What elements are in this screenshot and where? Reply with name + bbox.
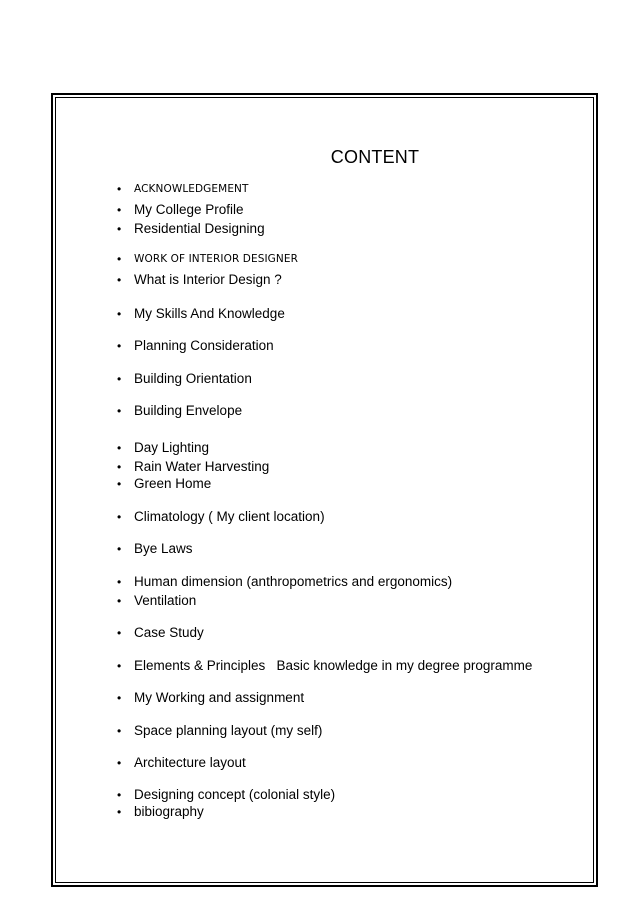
bullet-icon [117,370,127,388]
list-item-label: Rain Water Harvesting [134,459,270,474]
list-item-label: Elements & Principles Basic knowledge in my degree programme [134,658,533,673]
list-item-label: Residential Designing [134,221,265,236]
bullet-icon [117,201,127,219]
list-item-label: Day Lighting [134,440,210,455]
list-item-label: My Skills And Knowledge [134,306,285,321]
bullet-icon [117,722,127,740]
bullet-icon [117,475,127,493]
bullet-icon [117,508,127,526]
bullet-icon [117,337,127,355]
list-item-label: Climatology ( My client location) [134,509,325,524]
bullet-icon [117,657,127,675]
list-item-label: Building Envelope [134,403,243,418]
list-item-label: WORK OF INTERIOR DESIGNER [134,253,298,265]
bullet-icon [117,220,127,238]
list-item-label: My Working and assignment [134,690,305,705]
list-item-label: Human dimension (anthropometrics and ergonomics) [134,574,453,589]
bullet-icon [117,592,127,610]
list-item-label: My College Profile [134,202,244,217]
page-title: CONTENT [330,147,420,167]
list-item-label: Designing concept (colonial style) [134,787,336,802]
bullet-icon [117,402,127,420]
list-item-label: Planning Consideration [134,338,274,353]
bullet-icon [117,271,127,289]
list-item-label: Case Study [134,625,204,640]
list-item-label: What is Interior Design ? [134,272,282,287]
bullet-icon [117,624,127,642]
bullet-icon [117,180,127,198]
bullet-icon [117,439,127,457]
bullet-icon [117,540,127,558]
bullet-icon [117,754,127,772]
list-item-label: Architecture layout [134,755,246,770]
bullet-icon [117,573,127,591]
bullet-icon [117,458,127,476]
list-item-label: bibiography [134,804,204,819]
list-item-label: Green Home [134,476,212,491]
bullet-icon [117,305,127,323]
bullet-icon [117,689,127,707]
list-item-label: Building Orientation [134,371,252,386]
bullet-icon [117,803,127,821]
list-item-label: Bye Laws [134,541,193,556]
list-item-label: ACKNOWLEDGEMENT [134,183,249,195]
list-item-label: Space planning layout (my self) [134,723,323,738]
bullet-icon [117,786,127,804]
bullet-icon [117,250,127,268]
list-item-label: Ventilation [134,593,197,608]
